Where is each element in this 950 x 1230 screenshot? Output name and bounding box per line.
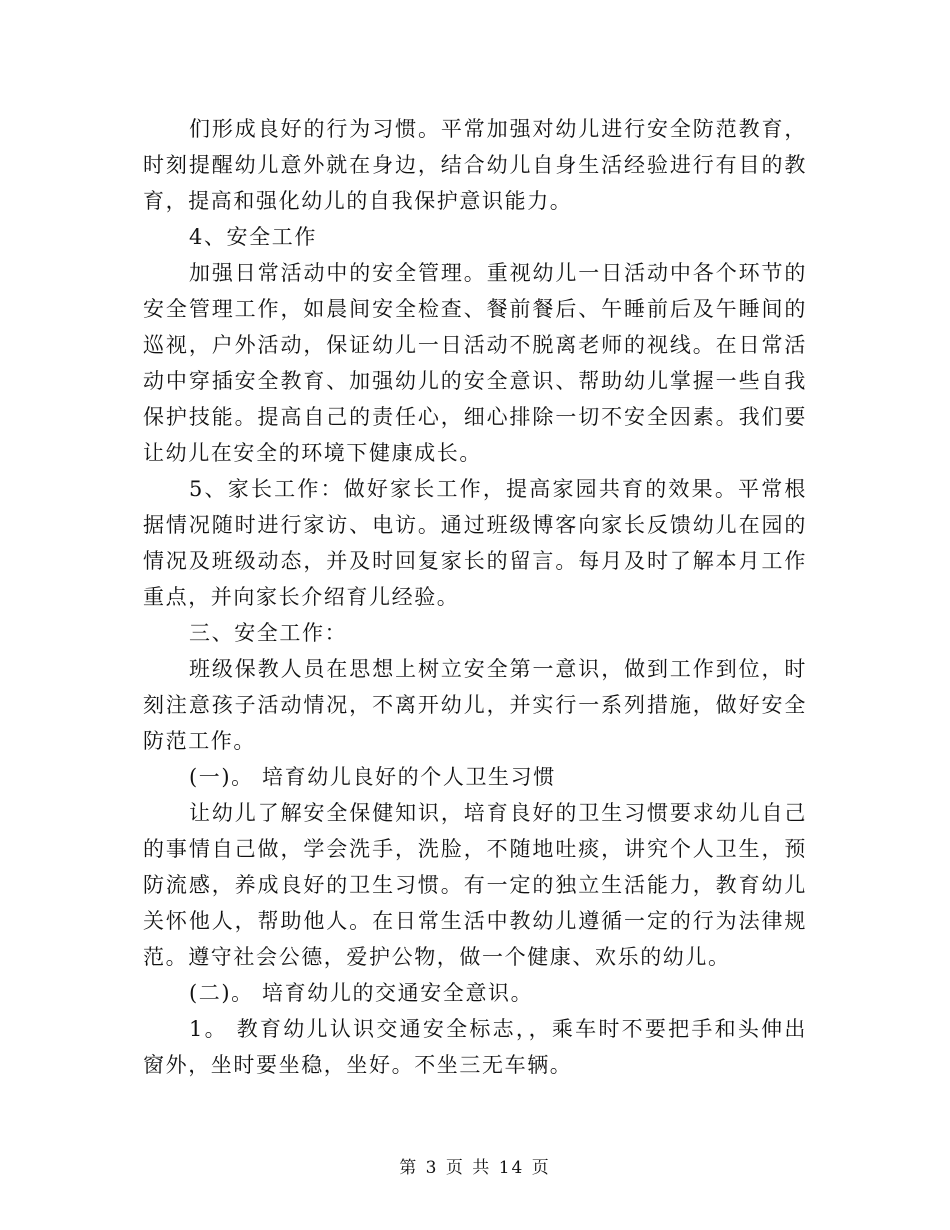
paragraph-3: 加强日常活动中的安全管理。重视幼儿一日活动中各个环节的安全管理工作，如晨间安全检查、餐前餐后、午睡前后及午睡间的巡视，户外活动，保证幼儿一日活动不脱离老师的视线。在日常活动中穿插安全教育、加强幼儿的安全意识、帮助幼儿掌握一些自我保护技能。提高自己的责任心，细心排除一切不安全因素。我们要让幼儿在安全的环境下健康成长。 <box>143 261 807 465</box>
paragraph-8: 让幼儿了解安全保健知识，培育良好的卫生习惯要求幼儿自己的事情自己做，学会洗手，洗脸，不随地吐痰，讲究个人卫生，预防流感，养成良好的卫生习惯。有一定的独立生活能力，教育幼儿关怀他人，帮助他人。在日常生活中教幼儿遵循一定的行为法律规范。遵守社会公德，爱护公物，做一个健康、欢乐的幼儿。 <box>143 801 807 969</box>
document-body <box>143 111 807 1083</box>
paragraph-2: 4、安全工作 <box>189 225 317 249</box>
paragraph-5: 三、安全工作： <box>189 621 348 645</box>
paragraph-10: 1。 教育幼儿认识交通安全标志，，乘车时不要把手和头伸出窗外，坐时要坐稳，坐好。不坐三无车辆。 <box>143 1017 807 1077</box>
paragraph-7: (一)。 培育幼儿良好的个人卫生习惯 <box>189 765 556 789</box>
paragraph-1: 们形成良好的行为习惯。平常加强对幼儿进行安全防范教育，时刻提醒幼儿意外就在身边，结合幼儿自身生活经验进行有目的教育，提高和强化幼儿的自我保护意识能力。 <box>143 117 807 213</box>
paragraph-9: (二)。 培育幼儿的交通安全意识。 <box>189 981 534 1005</box>
page-number-footer: 第 3 页 共 14 页 <box>399 1158 551 1178</box>
paragraph-6: 班级保教人员在思想上树立安全第一意识，做到工作到位，时刻注意孩子活动情况，不离开幼儿，并实行一系列措施，做好安全防范工作。 <box>143 657 807 753</box>
paragraph-4: 5、家长工作：做好家长工作，提高家园共育的效果。平常根据情况随时进行家访、电访。通过班级博客向家长反馈幼儿在园的情况及班级动态，并及时回复家长的留言。每月及时了解本月工作重点，并向家长介绍育儿经验。 <box>143 477 807 609</box>
